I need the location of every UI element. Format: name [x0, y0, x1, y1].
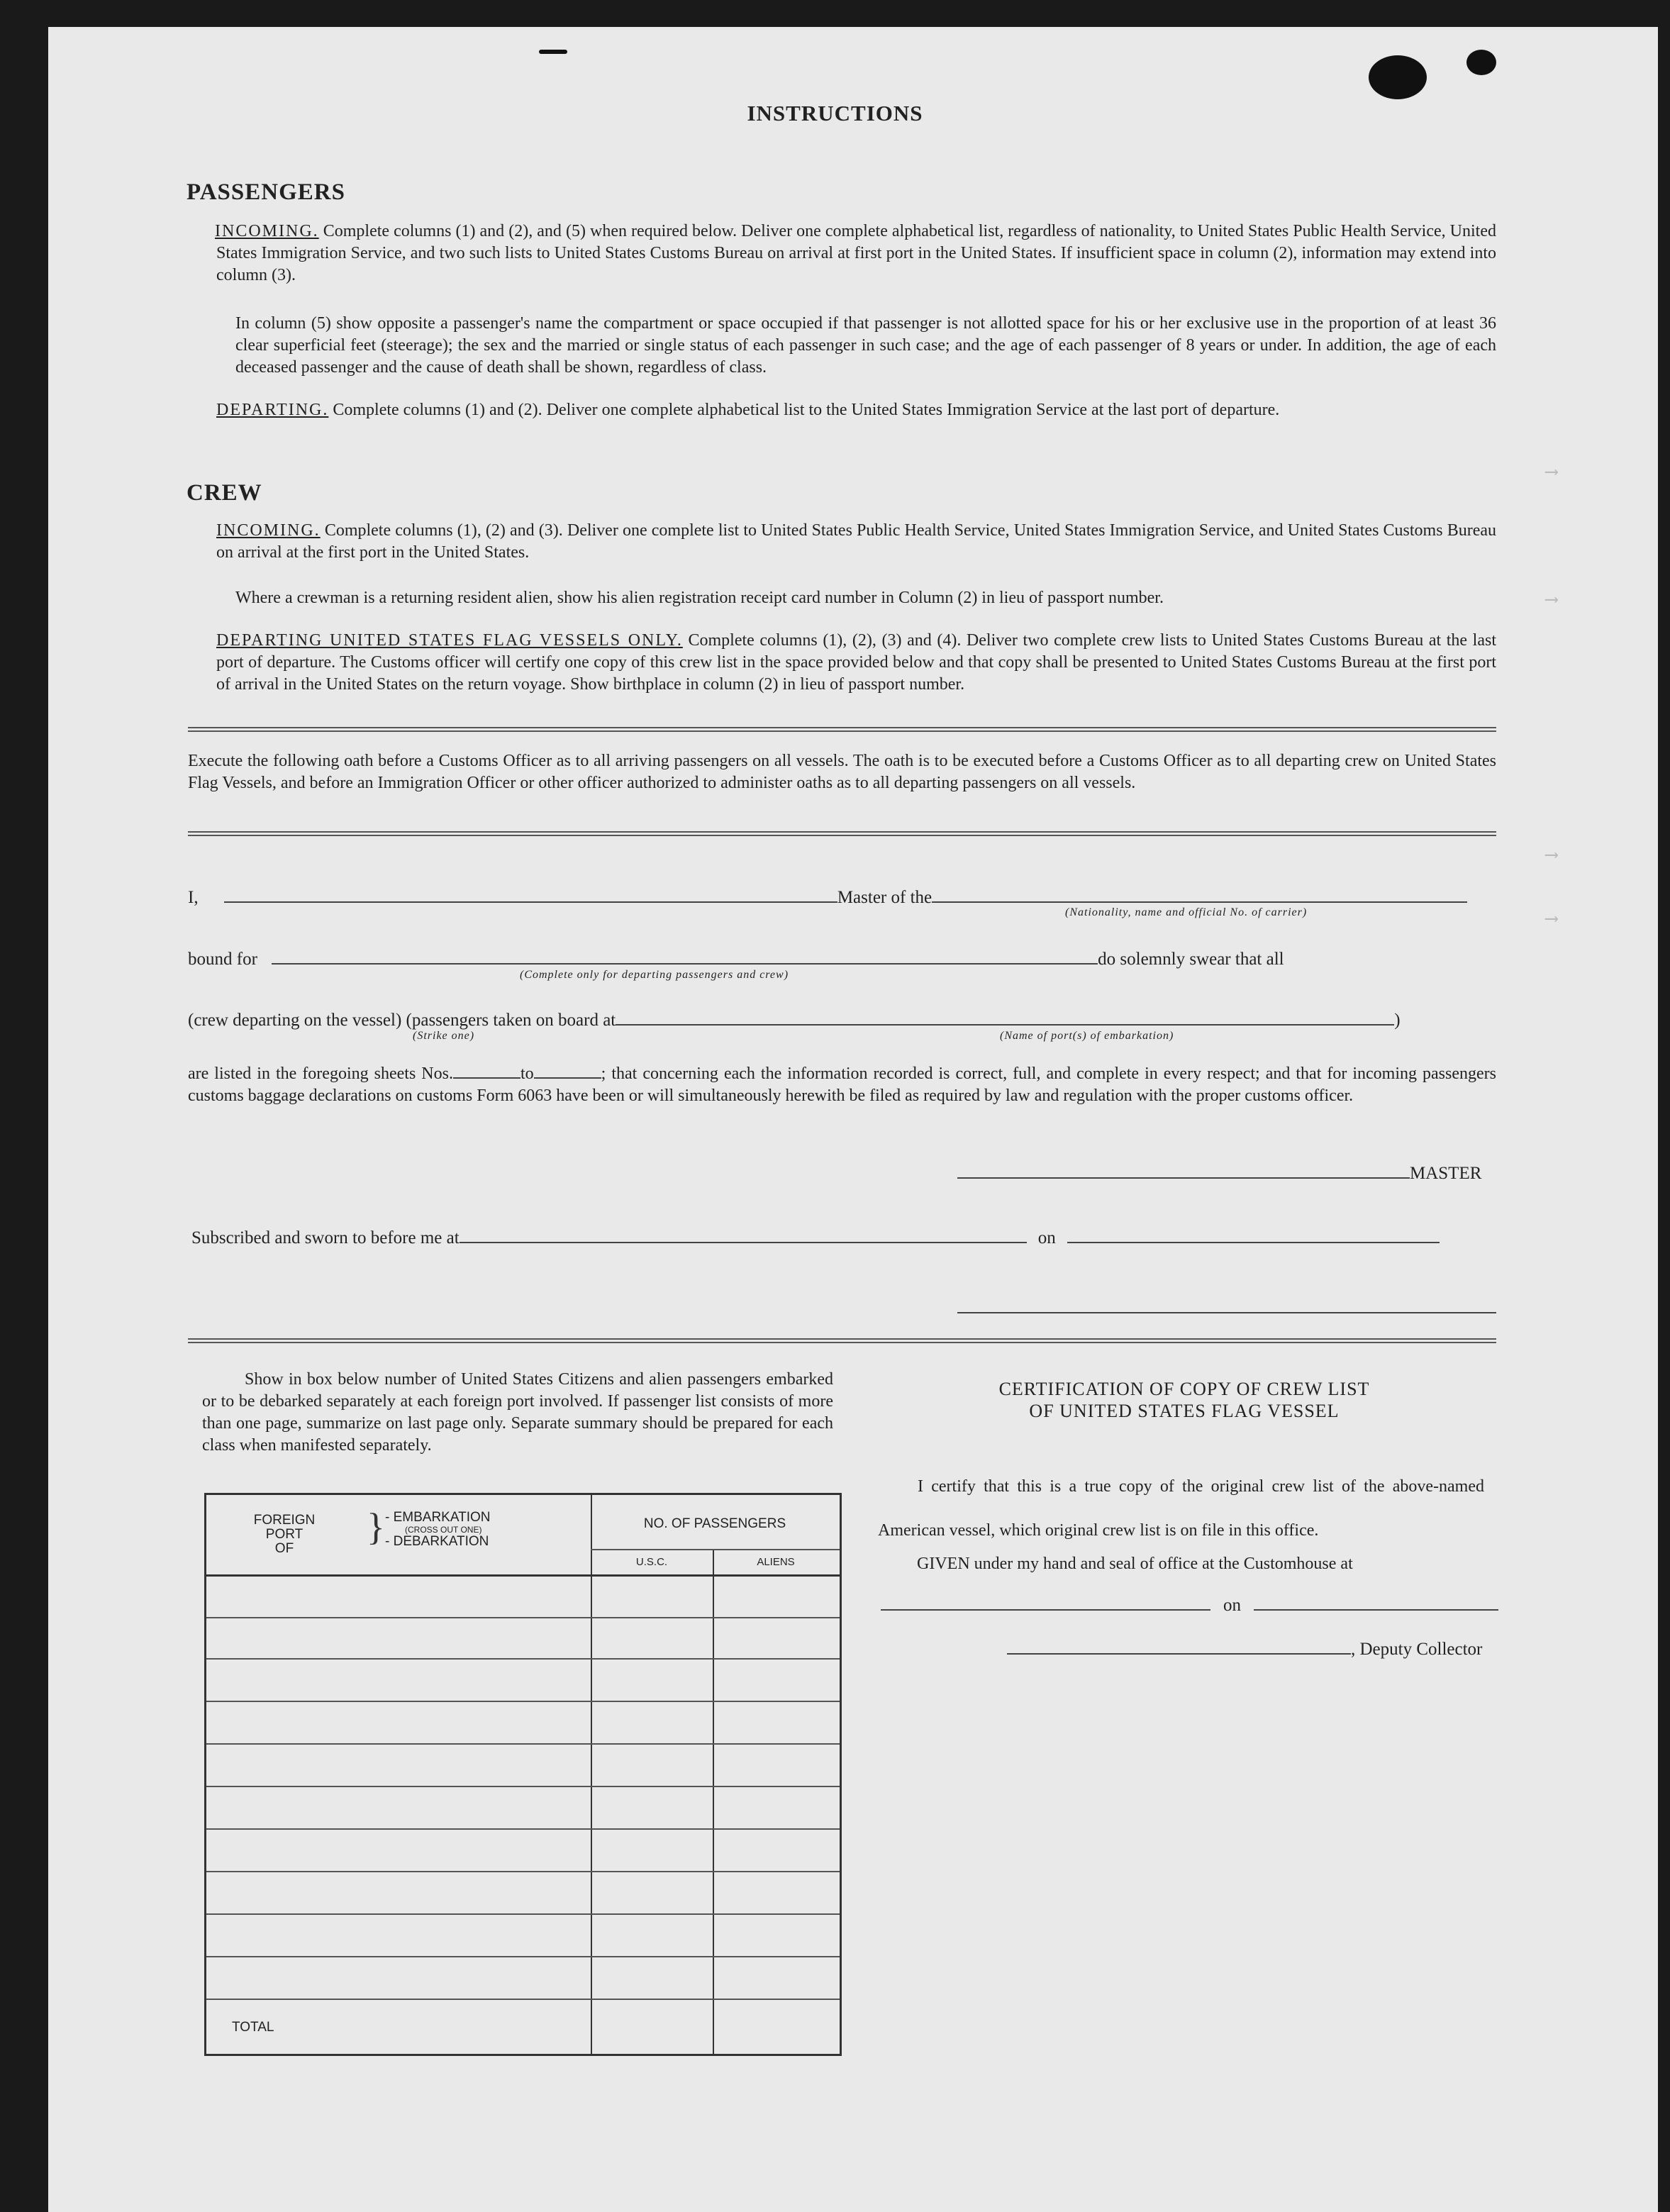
divider — [188, 831, 1496, 836]
page-title: INSTRUCTIONS — [747, 101, 923, 126]
cert-text: I certify that this is a true copy of the original crew list of the above-named American vessel, which original crew list is on file in this office. — [878, 1477, 1484, 1540]
crew-incoming-text: Complete columns (1), (2) and (3). Deliver one complete list to United States Public Health Service, United States Immigration Service, and United States Customs Bureau on arrival at the first port in the United States. — [216, 521, 1497, 562]
oath-crew-departing: (crew departing on the vessel) (passengers taken on board at — [188, 1011, 616, 1030]
oath-listed-b: ; that concerning each the information recorded is correct, full, and complete in every respect; and that for incoming passengers customs baggage declarations on customs Form 6063 have been or will simultaneously herewith be filed as required by law and regulation with the proper customs officer. — [188, 1065, 1496, 1105]
ink-blot — [1369, 55, 1427, 99]
oath-bound-row — [188, 950, 1496, 969]
oath-swear: do solemnly swear that all — [1098, 950, 1284, 969]
crew-heading: CREW — [187, 480, 262, 506]
table-row — [206, 1999, 840, 2000]
total-label: TOTAL — [232, 2020, 274, 2035]
bleed-through-mark: ⟶ — [1546, 462, 1557, 483]
sworn-signature-field[interactable] — [957, 1312, 1496, 1313]
cross-label: (CROSS OUT ONE) — [405, 1525, 482, 1535]
deputy-label: , Deputy Collector — [1351, 1640, 1483, 1659]
master-signature-row — [957, 1164, 1481, 1184]
cert-place-field[interactable] — [881, 1609, 1210, 1611]
strike-one-hint: (Strike one) — [413, 1030, 475, 1042]
bleed-through-mark: ⟶ — [1546, 908, 1557, 930]
crew-departing-label: DEPARTING UNITED STATES FLAG VESSELS ONLY. — [216, 631, 683, 650]
oath-i-label: I, — [188, 888, 199, 907]
table-row — [206, 1743, 840, 1745]
table-row — [206, 1828, 840, 1830]
brace: } — [367, 1506, 385, 1548]
oath-bound-for: bound for — [188, 950, 257, 969]
box-intro: Show in box below number of United States Citizens and alien passengers embarked or to be debarked separately at each foreign port involved. If passenger list consists of more than one page, summarize on last page only. Separate summary should be prepared for each class when manifested separately. — [202, 1370, 833, 1455]
crew-departing — [216, 630, 1496, 696]
crew-crewman-note: Where a crewman is a returning resident alien, show his alien registration receipt card number in Column (2) in lieu of passport number. — [235, 589, 1164, 607]
carrier-field[interactable] — [932, 901, 1467, 903]
embark-label: - EMBARKATION — [385, 1510, 491, 1525]
table-row — [206, 1871, 840, 1872]
cert-title-2: OF UNITED STATES FLAG VESSEL — [1029, 1401, 1340, 1421]
passengers-incoming-label: INCOMING. — [215, 222, 319, 240]
bound-for-field[interactable] — [272, 963, 1098, 965]
no-passengers-header: NO. OF PASSENGERS — [643, 1516, 786, 1531]
table-col-divider — [713, 1549, 714, 2054]
bleed-through-mark: ⟶ — [1546, 845, 1557, 866]
master-signature-field[interactable] — [957, 1177, 1410, 1179]
oath-listed-a: are listed in the foregoing sheets Nos. — [188, 1065, 453, 1083]
deputy-signature-field[interactable] — [1007, 1653, 1351, 1655]
ink-blot — [1466, 50, 1496, 75]
table-row — [206, 1913, 840, 1915]
ports-hint: (Name of port(s) of embarkation) — [1000, 1030, 1174, 1042]
table-row — [206, 1956, 840, 1957]
col1-of: OF — [274, 1541, 294, 1556]
subscribed-label: Subscribed and sworn to before me at — [191, 1228, 460, 1247]
passengers-incoming-text: Complete columns (1) and (2), and (5) when required below. Deliver one complete alphabetical list, regardless of nationality, to United States Public Health Service, United States Immigration Service, and two such lists to United States Customs Bureau on arrival at first port in the United States. If insufficient space in column (2), information may extend into column (3). — [216, 222, 1497, 284]
cert-title — [886, 1378, 1482, 1422]
cert-deputy-row — [1007, 1640, 1482, 1660]
divider — [188, 727, 1496, 732]
master-name-field[interactable] — [224, 901, 837, 903]
table-embark-header — [385, 1511, 491, 1549]
passengers-column5: In column (5) show opposite a passenger's name the compartment or space occupied if that passenger is not allotted space for his or her exclusive use in the proportion of at least 36 clear superficial feet (steerage); the sex and the married or single status of each passenger in such case; and the age of each passenger of 8 years or under. In addition, the age of each deceased passenger and the cause of death shall be shown, regardless of class. — [235, 314, 1496, 377]
table-row — [206, 1701, 840, 1702]
table-row — [206, 1617, 840, 1618]
cert-date-field[interactable] — [1254, 1609, 1498, 1611]
table-header-bottom — [206, 1574, 840, 1577]
crew-incoming — [216, 520, 1496, 564]
table-row — [206, 1786, 840, 1787]
subscribed-row — [191, 1228, 1496, 1248]
table-col-divider — [591, 1495, 592, 2054]
oath-crew-row — [188, 1011, 1496, 1030]
ports-field[interactable] — [616, 1024, 1394, 1026]
passengers-departing-label: DEPARTING. — [216, 401, 329, 419]
cert-on: on — [1223, 1596, 1241, 1615]
sheet-from-field[interactable] — [453, 1077, 521, 1079]
table-header-divider — [591, 1549, 840, 1550]
bound-hint: (Complete only for departing passengers and crew) — [520, 969, 789, 981]
master-label: MASTER — [1410, 1164, 1482, 1183]
passengers-heading: PASSENGERS — [187, 179, 345, 205]
cert-title-1: CERTIFICATION OF COPY OF CREW LIST — [998, 1379, 1370, 1399]
divider — [188, 1338, 1496, 1343]
carrier-hint: (Nationality, name and official No. of carrier) — [1065, 906, 1308, 918]
passengers-departing — [216, 399, 1496, 421]
oath-master-row — [188, 888, 1496, 908]
oath-listed-to: to — [520, 1065, 534, 1083]
col1-port: PORT — [265, 1527, 304, 1542]
bleed-through-mark: ⟶ — [1546, 589, 1557, 611]
cert-date-row — [881, 1596, 1498, 1616]
passenger-summary-table — [204, 1493, 842, 2056]
oath-master-of: Master of the — [837, 888, 933, 907]
oath-listed — [188, 1063, 1496, 1107]
table-row — [206, 1658, 840, 1660]
debark-label: - DEBARKATION — [385, 1534, 489, 1549]
oath-intro: Execute the following oath before a Customs Officer as to all arriving passengers on all vessels. The oath is to be executed before a Customs Officer as to all departing crew on United States Flag Vessels, and before an Immigration Officer or other officer authorized to administer oaths as to all departing passengers on all vessels. — [188, 752, 1496, 792]
sworn-place-field[interactable] — [460, 1242, 1027, 1243]
ink-mark — [539, 50, 567, 54]
table-col1-header — [242, 1513, 327, 1556]
crew-incoming-label: INCOMING. — [216, 521, 321, 540]
aliens-header: ALIENS — [757, 1556, 795, 1568]
col1-foreign: FOREIGN — [253, 1513, 316, 1528]
sworn-date-field[interactable] — [1067, 1242, 1440, 1243]
subscribed-on: on — [1037, 1228, 1056, 1247]
cert-given: GIVEN under my hand and seal of office at the Customhouse at — [917, 1555, 1353, 1573]
crew-departing-text: Complete columns (1), (2), (3) and (4). Deliver two complete crew lists to United States Customs Bureau at the last port of departure. The Customs officer will certify one copy of this crew list in the space provided below and that copy shall be presented to United States Customs Bureau at the first port of arrival in the United States on the return voyage. Show birthplace in column (2) in lieu of passport number. — [216, 631, 1497, 694]
passengers-incoming — [216, 221, 1496, 287]
passengers-departing-text: Complete columns (1) and (2). Deliver one complete alphabetical list to the United States Immigration Service at the last port of departure. — [333, 401, 1280, 419]
usc-header: U.S.C. — [635, 1556, 668, 1568]
oath-close-paren: ) — [1394, 1011, 1401, 1030]
sheet-to-field[interactable] — [534, 1077, 601, 1079]
